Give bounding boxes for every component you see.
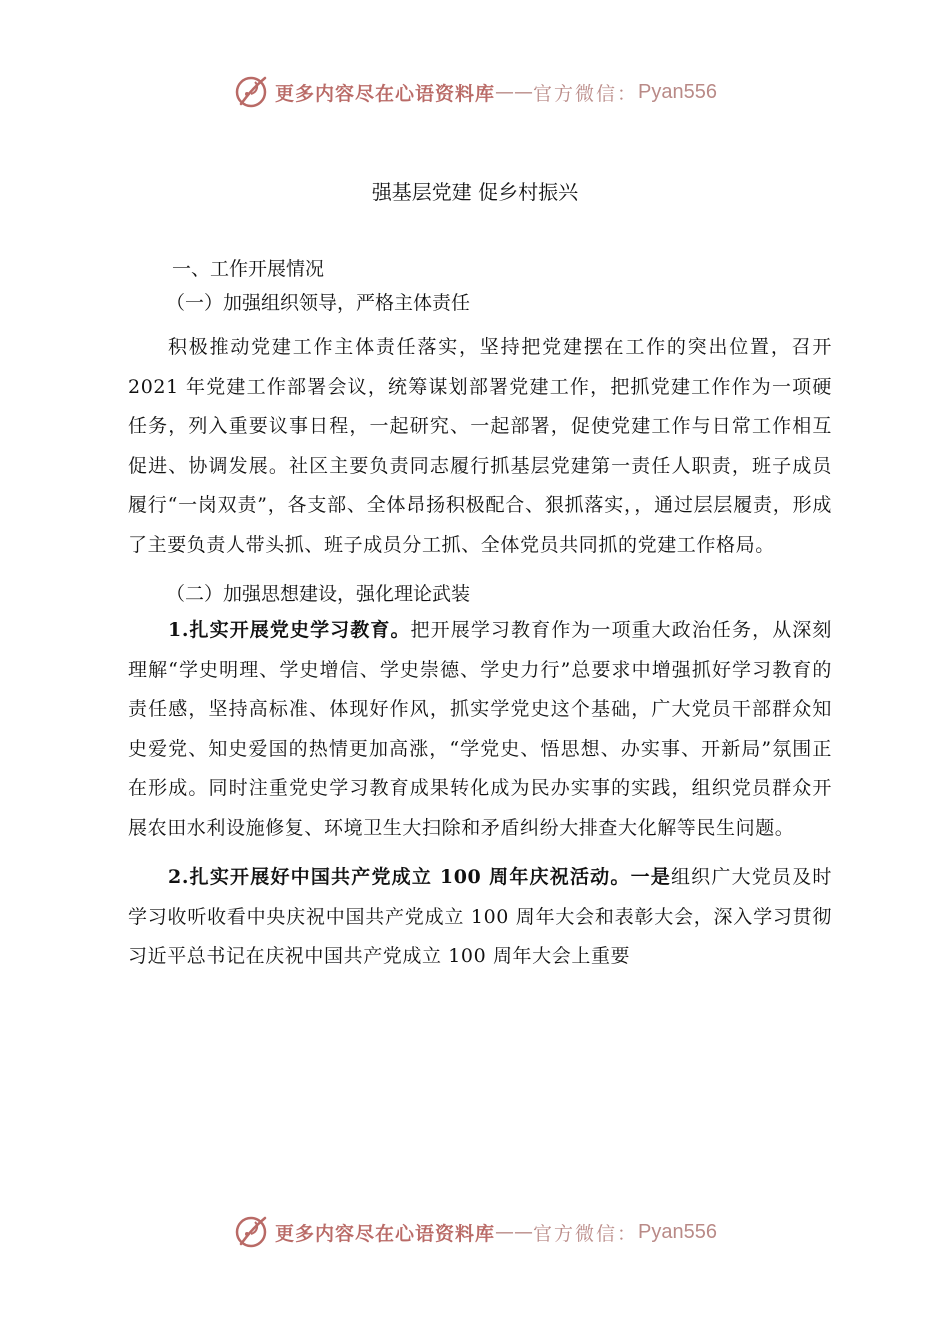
- header-watermark: [0, 72, 950, 112]
- section-2-heading: （二）加强思想建设，强化理论武装: [166, 583, 471, 605]
- item-2-text: 组织广大党员及时学习收听收看中央庆祝中国共产党成立 100 周年大会和表彰大会，深入学习贯彻习近平总书记在庆祝中国共产党成立 100 周年大会上重要: [128, 866, 832, 967]
- watermark-wechat-label: 官方微信：: [533, 82, 639, 105]
- section-1-paragraph: 积极推动党建工作主体责任落实，坚持把党建摆在工作的突出位置，召开 2021 年党建工作部署会议，统筹谋划部署党建工作，把抓党建工作作为一项硬任务，列入重要议事日程，一起研究、一起部署，促使党建工作与日常工作相互促进、协调发展。社区主要负责同志履行抓基层党建第一责任人职责，班子成员履行“一岗双责”，各支部、全体昂扬积极配合、狠抓落实，，通过层层履责，形成了主要负责人带头抓、班子成员分工抓、全体党员共同抓的党建工作格局。: [128, 336, 832, 556]
- watermark-wechat-id: Pyan556: [638, 1220, 717, 1243]
- footer-watermark: [0, 1212, 950, 1252]
- section-1-heading: （一）加强组织领导，严格主体责任: [166, 292, 471, 314]
- document-title: 强基层党建 促乡村振兴: [371, 180, 579, 204]
- watermark-wechat-id: Pyan556: [638, 80, 717, 103]
- document-body: [128, 252, 832, 977]
- watermark-dash: ——: [495, 81, 534, 103]
- item-1-lead: 1.扎实开展党史学习教育。: [168, 619, 411, 641]
- heading-work-progress: 一、工作开展情况: [172, 258, 325, 280]
- watermark-wechat-label: 官方微信：: [533, 1222, 639, 1245]
- item-2-marker: 一是: [630, 866, 671, 888]
- watermark-dash: ——: [495, 1221, 534, 1243]
- item-1-paragraph: [128, 611, 832, 848]
- quill-logo-icon: [233, 1214, 269, 1250]
- watermark-brand-text: 更多内容尽在心语资料库: [275, 82, 496, 105]
- item-1-text: 把开展学习教育作为一项重大政治任务，从深刻理解“学史明理、学史增信、学史崇德、学史力行”总要求中增强抓好学习教育的责任感，坚持高标准、体现好作风，抓实学党史这个基础，广大党员干部群众知史爱党、知史爱国的热情更加高涨，“学党史、悟思想、办实事、开新局”氛围正在形成。同时注重党史学习教育成果转化成为民办实事的实践，组织党员群众开展农田水利设施修复、环境卫生大扫除和矛盾纠纷大排查大化解等民生问题。: [128, 619, 832, 839]
- item-2-paragraph: [128, 858, 832, 977]
- quill-logo-icon: [233, 74, 269, 110]
- watermark-brand-text: 更多内容尽在心语资料库: [275, 1222, 496, 1245]
- item-2-lead: 2.扎实开展好中国共产党成立 100 周年庆祝活动。: [168, 866, 631, 888]
